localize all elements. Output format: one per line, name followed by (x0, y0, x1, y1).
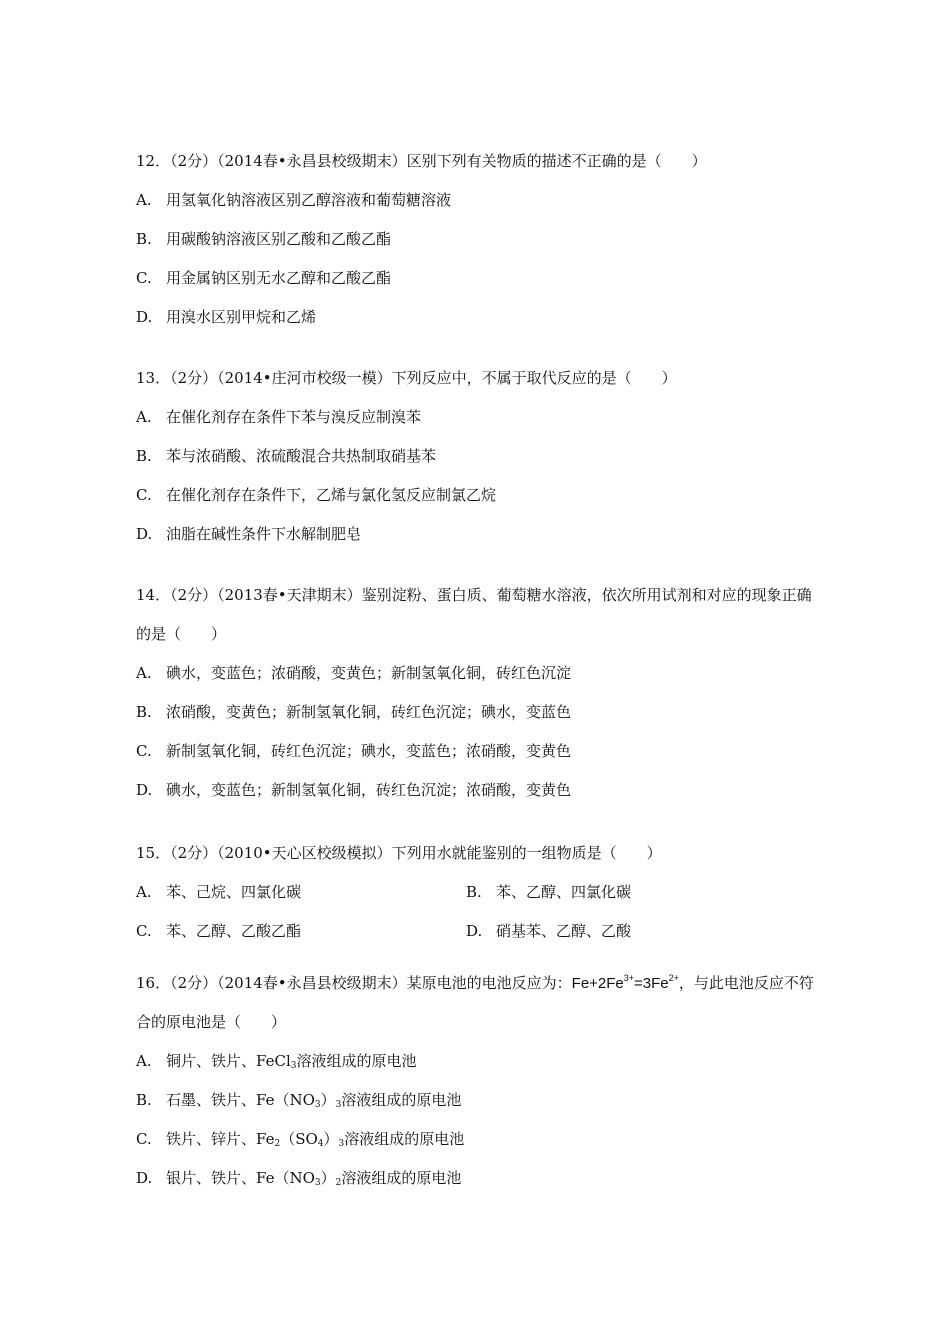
option-label: C. (136, 486, 152, 504)
subscript: 4 (317, 1139, 324, 1149)
reaction-formula (572, 975, 679, 992)
option-label: A. (136, 408, 152, 426)
option-label: B. (136, 703, 152, 721)
option-b[interactable] (136, 229, 826, 249)
formula-part: =3Fe (634, 975, 669, 992)
subscript: 2 (274, 1139, 281, 1149)
charge-superscript: 3+ (623, 973, 635, 983)
option-label: D. (466, 922, 483, 940)
option-text: 苯与浓硝酸、浓硫酸混合共热制取硝基苯 (166, 447, 437, 465)
option-label: B. (136, 447, 152, 465)
option-text: 浓硝酸，变黄色；新制氢氧化铜，砖红色沉淀；碘水，变蓝色 (166, 703, 572, 721)
option-text: 用金属钠区别无水乙醇和乙酸乙酯 (166, 269, 392, 287)
question-stem: 14．（2分）（2013春•天津期末）鉴别淀粉、蛋白质、葡萄糖水溶液，依次所用试剂和对应的现象正确的是（ ） (136, 586, 812, 643)
subscript: 3 (314, 1178, 321, 1188)
option-d[interactable] (136, 780, 820, 800)
option-label: C. (136, 1130, 152, 1148)
option-text: 用氢氧化钠溶液区别乙醇溶液和葡萄糖溶液 (166, 191, 452, 209)
options-row (136, 921, 826, 941)
question-16 (136, 974, 816, 1207)
option-b[interactable] (136, 702, 820, 722)
option-c[interactable] (136, 741, 820, 761)
option-d[interactable] (136, 1168, 816, 1188)
option-c[interactable] (136, 921, 466, 941)
option-label: A. (136, 1052, 152, 1070)
option-text: 苯、己烷、四氯化碳 (166, 883, 302, 901)
option-text: 硝基苯、乙醇、乙酸 (496, 922, 632, 940)
option-text: ） (320, 1169, 336, 1187)
charge-superscript: 2+ (668, 973, 679, 983)
stem-text: ，与此电池反应不符合的原电池是（ ） (136, 974, 814, 1031)
option-label: D. (136, 1169, 153, 1187)
question-stem: 15．（2分）（2010•天心区校级模拟）下列用水就能鉴别的一组物质是（ ） (136, 844, 662, 862)
option-text: 银片、铁片、Fe（NO (166, 1169, 315, 1187)
option-text: 碘水，变蓝色；新制氢氧化铜，砖红色沉淀；浓硝酸，变黄色 (166, 781, 572, 799)
option-label: C. (136, 742, 152, 760)
options-row (136, 882, 826, 902)
option-text: 碘水，变蓝色；浓硝酸，变黄色；新制氢氧化铜，砖红色沉淀 (166, 664, 572, 682)
option-label: B. (136, 1091, 152, 1109)
option-a[interactable] (136, 190, 826, 210)
question-stem (136, 964, 816, 1042)
option-b[interactable] (136, 1090, 816, 1110)
stem-text: 16．（2分）（2014春•永昌县校级期末）某原电池的电池反应为： (136, 974, 572, 992)
option-label: A. (136, 191, 152, 209)
option-d[interactable] (466, 921, 796, 941)
question-15 (136, 843, 826, 960)
option-d[interactable] (136, 307, 826, 327)
option-d[interactable] (136, 524, 826, 544)
option-text: ） (323, 1130, 339, 1148)
option-text: 苯、乙醇、乙酸乙酯 (166, 922, 302, 940)
subscript: 3 (335, 1100, 342, 1110)
question-13 (136, 368, 826, 563)
option-text: 在催化剂存在条件下苯与溴反应制溴苯 (166, 408, 422, 426)
option-c[interactable] (136, 485, 826, 505)
option-b[interactable] (136, 446, 826, 466)
option-a[interactable] (136, 663, 820, 683)
question-stem: 13．（2分）（2014•庄河市校级一模）下列反应中，不属于取代反应的是（ ） (136, 369, 677, 387)
subscript: 2 (335, 1178, 342, 1188)
option-label: B. (136, 230, 152, 248)
option-c[interactable] (136, 268, 826, 288)
option-text: 用碳酸钠溶液区别乙酸和乙酸乙酯 (166, 230, 392, 248)
option-text: 溶液组成的原电池 (344, 1130, 465, 1148)
option-label: B. (466, 883, 482, 901)
option-text: 油脂在碱性条件下水解制肥皂 (166, 525, 362, 543)
option-text: ） (320, 1091, 336, 1109)
subscript: 3 (338, 1139, 345, 1149)
option-text: 铁片、锌片、Fe (166, 1130, 275, 1148)
question-14 (136, 586, 820, 819)
option-text: 溶液组成的原电池 (341, 1169, 462, 1187)
option-label: C. (136, 922, 152, 940)
option-text: 溶液组成的原电池 (296, 1052, 417, 1070)
option-label: D. (136, 781, 153, 799)
subscript: 3 (314, 1100, 321, 1110)
question-stem: 12．（2分）（2014春•永昌县校级期末）区别下列有关物质的描述不正确的是（ ） (136, 152, 707, 170)
option-text: 苯、乙醇、四氯化碳 (496, 883, 632, 901)
option-label: A. (136, 883, 152, 901)
option-b[interactable] (466, 882, 796, 902)
option-a[interactable] (136, 1051, 816, 1071)
formula-part: Fe+2Fe (571, 975, 624, 992)
option-text: 用溴水区别甲烷和乙烯 (166, 308, 317, 326)
option-text: 石墨、铁片、Fe（NO (166, 1091, 315, 1109)
option-label: C. (136, 269, 152, 287)
option-text: 在催化剂存在条件下，乙烯与氯化氢反应制氯乙烷 (166, 486, 497, 504)
option-text: （SO (280, 1130, 318, 1148)
option-text: 溶液组成的原电池 (341, 1091, 462, 1109)
option-text: 新制氢氧化铜，砖红色沉淀；碘水，变蓝色；浓硝酸，变黄色 (166, 742, 572, 760)
question-12 (136, 151, 826, 346)
option-label: A. (136, 664, 152, 682)
option-a[interactable] (136, 882, 466, 902)
option-a[interactable] (136, 407, 826, 427)
option-label: D. (136, 525, 153, 543)
option-text: 铜片、铁片、FeCl (166, 1052, 291, 1070)
option-c[interactable] (136, 1129, 816, 1149)
option-label: D. (136, 308, 153, 326)
subscript: 3 (290, 1061, 297, 1071)
